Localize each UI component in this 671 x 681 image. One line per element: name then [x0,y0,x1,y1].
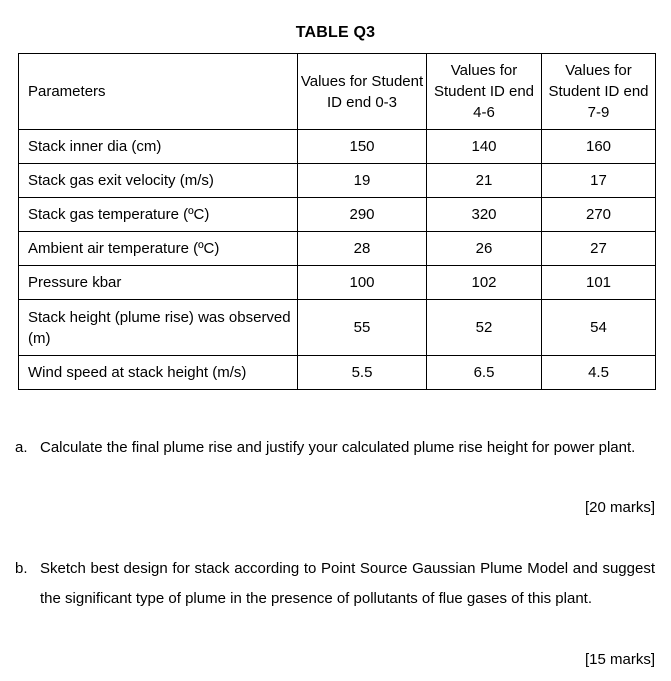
table-row [19,232,656,266]
row-value: 140 [427,130,542,164]
question-b [15,554,655,614]
parameters-table [18,53,656,390]
row-value: 17 [542,164,656,198]
table-row [19,266,656,300]
row-value: 28 [298,232,427,266]
row-value: 55 [298,300,427,356]
row-value: 101 [542,266,656,300]
row-value: 100 [298,266,427,300]
row-value: 290 [298,198,427,232]
row-value: 19 [298,164,427,198]
question-letter: a. [15,439,28,456]
question-a [15,433,655,463]
header-student-id-0-3: Values for Student ID end 0-3 [298,54,427,130]
table-title: TABLE Q3 [295,24,376,41]
row-value: 27 [542,232,656,266]
row-value: 4.5 [542,356,656,390]
question-text: Calculate the final plume rise and justify your calculated plume rise height for power plant. [40,439,636,456]
row-parameter: Stack height (plume rise) was observed (m) [19,300,298,356]
header-student-id-4-6: Values for Student ID end 4-6 [427,54,542,130]
row-value: 270 [542,198,656,232]
row-parameter: Stack inner dia (cm) [19,130,298,164]
row-value: 6.5 [427,356,542,390]
question-text: Sketch best design for stack according to Point Source Gaussian Plume Model and suggest the significant type of plume in the presence of pollutants of flue gases of this plant. [40,560,655,607]
row-value: 54 [542,300,656,356]
row-value: 21 [427,164,542,198]
row-parameter: Ambient air temperature (ºC) [19,232,298,266]
question-letter: b. [15,560,28,577]
row-value: 102 [427,266,542,300]
header-student-id-7-9: Values for Student ID end 7-9 [542,54,656,130]
row-parameter: Pressure kbar [19,266,298,300]
row-value: 160 [542,130,656,164]
row-value: 26 [427,232,542,266]
header-parameters: Parameters [19,54,298,130]
table-row [19,130,656,164]
table-row [19,356,656,390]
row-parameter: Wind speed at stack height (m/s) [19,356,298,390]
table-row [19,198,656,232]
row-value: 5.5 [298,356,427,390]
row-value: 320 [427,198,542,232]
row-value: 150 [298,130,427,164]
row-parameter: Stack gas exit velocity (m/s) [19,164,298,198]
table-row [19,164,656,198]
question-a-marks: [20 marks] [584,499,655,516]
row-parameter: Stack gas temperature (ºC) [19,198,298,232]
row-value: 52 [427,300,542,356]
table-row [19,300,656,356]
question-b-marks: [15 marks] [584,651,655,668]
table-header-row [19,54,656,130]
